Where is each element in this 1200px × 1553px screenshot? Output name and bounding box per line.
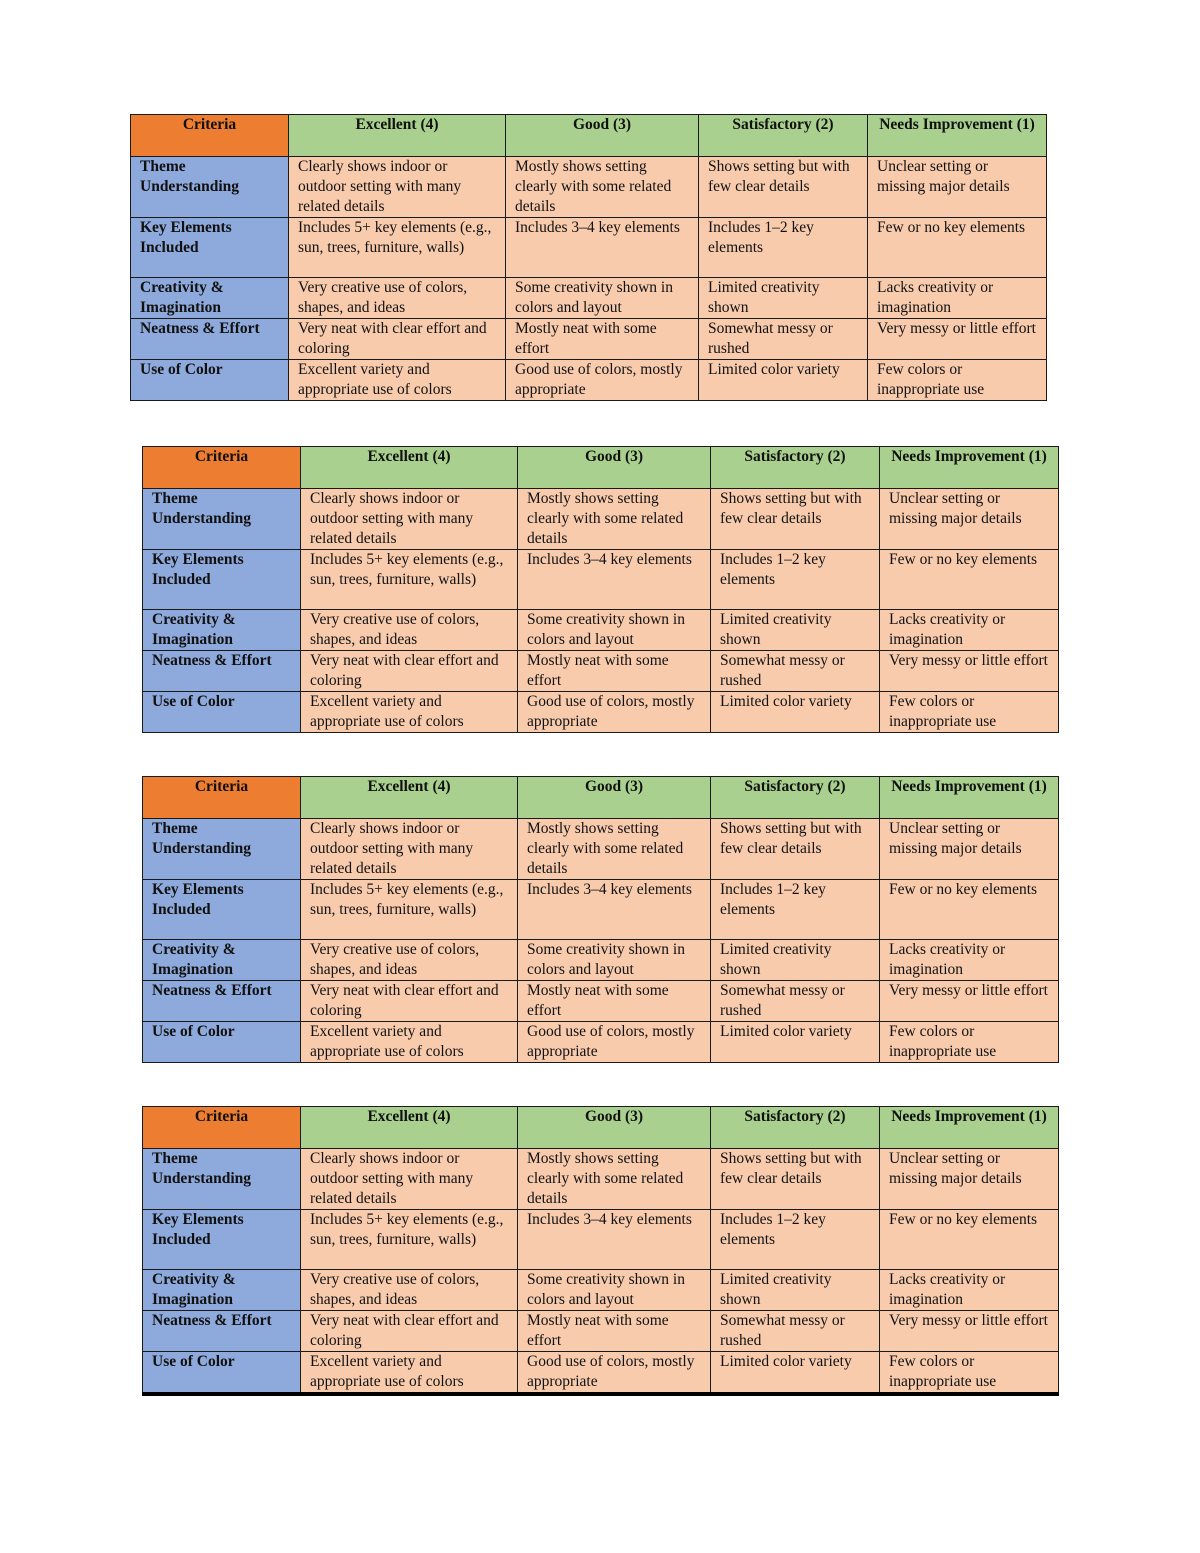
needs-improvement-cell: Unclear setting or missing major details: [880, 489, 1059, 550]
good-cell: Some creativity shown in colors and layout: [518, 610, 711, 651]
excellent-cell: Excellent variety and appropriate use of colors: [301, 692, 518, 733]
satisfactory-cell: Limited color variety: [711, 1352, 880, 1395]
excellent-cell: Very creative use of colors, shapes, and ideas: [301, 1270, 518, 1311]
header-needs-improvement: Needs Improvement (1): [880, 1107, 1059, 1149]
needs-improvement-cell: Few colors or inappropriate use: [880, 1022, 1059, 1063]
criterion-cell: Neatness & Effort: [131, 319, 289, 360]
header-row: [131, 115, 1047, 157]
excellent-cell: Includes 5+ key elements (e.g., sun, trees, furniture, walls): [301, 550, 518, 610]
good-cell: Mostly neat with some effort: [506, 319, 699, 360]
table-row: [143, 489, 1059, 550]
table-row: [143, 1270, 1059, 1311]
criterion-cell: Use of Color: [131, 360, 289, 401]
header-needs-improvement: Needs Improvement (1): [880, 447, 1059, 489]
needs-improvement-cell: Very messy or little effort: [880, 1311, 1059, 1352]
good-cell: Mostly shows setting clearly with some related details: [518, 819, 711, 880]
excellent-cell: Excellent variety and appropriate use of colors: [289, 360, 506, 401]
satisfactory-cell: Limited creativity shown: [711, 610, 880, 651]
excellent-cell: Very neat with clear effort and coloring: [301, 981, 518, 1022]
rubric-table-4: [142, 1106, 1059, 1396]
table-row: [131, 278, 1047, 319]
satisfactory-cell: Includes 1–2 key elements: [711, 880, 880, 940]
criterion-cell: Key Elements Included: [143, 1210, 301, 1270]
header-satisfactory: Satisfactory (2): [711, 1107, 880, 1149]
header-satisfactory: Satisfactory (2): [711, 777, 880, 819]
satisfactory-cell: Includes 1–2 key elements: [711, 1210, 880, 1270]
table-row: [143, 1311, 1059, 1352]
table-row: [131, 157, 1047, 218]
needs-improvement-cell: Few colors or inappropriate use: [880, 692, 1059, 733]
good-cell: Good use of colors, mostly appropriate: [506, 360, 699, 401]
excellent-cell: Excellent variety and appropriate use of colors: [301, 1352, 518, 1395]
satisfactory-cell: Limited creativity shown: [699, 278, 868, 319]
header-good: Good (3): [518, 777, 711, 819]
needs-improvement-cell: Few or no key elements: [880, 550, 1059, 610]
criterion-cell: Key Elements Included: [143, 880, 301, 940]
satisfactory-cell: Somewhat messy or rushed: [711, 1311, 880, 1352]
satisfactory-cell: Shows setting but with few clear details: [711, 819, 880, 880]
good-cell: Some creativity shown in colors and layout: [518, 940, 711, 981]
criterion-cell: Creativity & Imagination: [131, 278, 289, 319]
header-excellent: Excellent (4): [301, 777, 518, 819]
satisfactory-cell: Limited creativity shown: [711, 1270, 880, 1311]
needs-improvement-cell: Few or no key elements: [880, 1210, 1059, 1270]
rubric-table-1: [130, 114, 1047, 401]
criterion-cell: Use of Color: [143, 1352, 301, 1395]
header-good: Good (3): [518, 1107, 711, 1149]
criterion-cell: Theme Understanding: [143, 489, 301, 550]
good-cell: Includes 3–4 key elements: [518, 550, 711, 610]
needs-improvement-cell: Unclear setting or missing major details: [880, 819, 1059, 880]
rubric-table-3: [142, 776, 1059, 1063]
needs-improvement-cell: Very messy or little effort: [868, 319, 1047, 360]
good-cell: Mostly neat with some effort: [518, 981, 711, 1022]
table-row: [143, 1149, 1059, 1210]
header-excellent: Excellent (4): [301, 447, 518, 489]
excellent-cell: Includes 5+ key elements (e.g., sun, trees, furniture, walls): [289, 218, 506, 278]
needs-improvement-cell: Few colors or inappropriate use: [868, 360, 1047, 401]
header-criteria: Criteria: [143, 1107, 301, 1149]
good-cell: Mostly shows setting clearly with some related details: [518, 1149, 711, 1210]
excellent-cell: Clearly shows indoor or outdoor setting with many related details: [301, 819, 518, 880]
excellent-cell: Clearly shows indoor or outdoor setting with many related details: [301, 1149, 518, 1210]
needs-improvement-cell: Few colors or inappropriate use: [880, 1352, 1059, 1395]
header-criteria: Criteria: [143, 447, 301, 489]
excellent-cell: Very neat with clear effort and coloring: [301, 651, 518, 692]
header-excellent: Excellent (4): [289, 115, 506, 157]
good-cell: Includes 3–4 key elements: [518, 880, 711, 940]
criterion-cell: Theme Understanding: [143, 819, 301, 880]
satisfactory-cell: Limited color variety: [711, 1022, 880, 1063]
excellent-cell: Clearly shows indoor or outdoor setting with many related details: [289, 157, 506, 218]
excellent-cell: Very creative use of colors, shapes, and ideas: [289, 278, 506, 319]
needs-improvement-cell: Lacks creativity or imagination: [868, 278, 1047, 319]
criterion-cell: Creativity & Imagination: [143, 610, 301, 651]
needs-improvement-cell: Lacks creativity or imagination: [880, 1270, 1059, 1311]
satisfactory-cell: Limited creativity shown: [711, 940, 880, 981]
table-row: [143, 940, 1059, 981]
table-row: [131, 218, 1047, 278]
needs-improvement-cell: Very messy or little effort: [880, 651, 1059, 692]
criterion-cell: Creativity & Imagination: [143, 940, 301, 981]
satisfactory-cell: Somewhat messy or rushed: [711, 981, 880, 1022]
header-criteria: Criteria: [131, 115, 289, 157]
criterion-cell: Theme Understanding: [131, 157, 289, 218]
satisfactory-cell: Somewhat messy or rushed: [699, 319, 868, 360]
table-row: [143, 1352, 1059, 1395]
satisfactory-cell: Shows setting but with few clear details: [711, 489, 880, 550]
satisfactory-cell: Limited color variety: [711, 692, 880, 733]
table-row: [143, 819, 1059, 880]
criterion-cell: Neatness & Effort: [143, 651, 301, 692]
needs-improvement-cell: Very messy or little effort: [880, 981, 1059, 1022]
excellent-cell: Includes 5+ key elements (e.g., sun, trees, furniture, walls): [301, 880, 518, 940]
satisfactory-cell: Includes 1–2 key elements: [711, 550, 880, 610]
header-needs-improvement: Needs Improvement (1): [868, 115, 1047, 157]
needs-improvement-cell: Lacks creativity or imagination: [880, 940, 1059, 981]
satisfactory-cell: Somewhat messy or rushed: [711, 651, 880, 692]
criterion-cell: Use of Color: [143, 1022, 301, 1063]
needs-improvement-cell: Lacks creativity or imagination: [880, 610, 1059, 651]
criterion-cell: Use of Color: [143, 692, 301, 733]
table-row: [143, 1022, 1059, 1063]
needs-improvement-cell: Unclear setting or missing major details: [868, 157, 1047, 218]
header-excellent: Excellent (4): [301, 1107, 518, 1149]
excellent-cell: Clearly shows indoor or outdoor setting with many related details: [301, 489, 518, 550]
header-satisfactory: Satisfactory (2): [711, 447, 880, 489]
good-cell: Mostly neat with some effort: [518, 651, 711, 692]
needs-improvement-cell: Unclear setting or missing major details: [880, 1149, 1059, 1210]
excellent-cell: Excellent variety and appropriate use of colors: [301, 1022, 518, 1063]
criterion-cell: Creativity & Imagination: [143, 1270, 301, 1311]
header-criteria: Criteria: [143, 777, 301, 819]
excellent-cell: Very neat with clear effort and coloring: [301, 1311, 518, 1352]
excellent-cell: Includes 5+ key elements (e.g., sun, trees, furniture, walls): [301, 1210, 518, 1270]
excellent-cell: Very creative use of colors, shapes, and ideas: [301, 940, 518, 981]
header-row: [143, 447, 1059, 489]
table-row: [143, 550, 1059, 610]
criterion-cell: Neatness & Effort: [143, 981, 301, 1022]
header-row: [143, 777, 1059, 819]
good-cell: Some creativity shown in colors and layout: [506, 278, 699, 319]
good-cell: Includes 3–4 key elements: [518, 1210, 711, 1270]
needs-improvement-cell: Few or no key elements: [880, 880, 1059, 940]
table-row: [131, 319, 1047, 360]
header-good: Good (3): [518, 447, 711, 489]
good-cell: Good use of colors, mostly appropriate: [518, 1352, 711, 1395]
table-row: [143, 692, 1059, 733]
good-cell: Mostly shows setting clearly with some related details: [518, 489, 711, 550]
table-row: [143, 651, 1059, 692]
table-row: [143, 880, 1059, 940]
criterion-cell: Neatness & Effort: [143, 1311, 301, 1352]
table-row: [143, 1210, 1059, 1270]
excellent-cell: Very neat with clear effort and coloring: [289, 319, 506, 360]
good-cell: Includes 3–4 key elements: [506, 218, 699, 278]
header-needs-improvement: Needs Improvement (1): [880, 777, 1059, 819]
excellent-cell: Very creative use of colors, shapes, and ideas: [301, 610, 518, 651]
criterion-cell: Theme Understanding: [143, 1149, 301, 1210]
good-cell: Mostly neat with some effort: [518, 1311, 711, 1352]
good-cell: Good use of colors, mostly appropriate: [518, 692, 711, 733]
header-satisfactory: Satisfactory (2): [699, 115, 868, 157]
table-row: [131, 360, 1047, 401]
table-row: [143, 981, 1059, 1022]
good-cell: Some creativity shown in colors and layout: [518, 1270, 711, 1311]
good-cell: Mostly shows setting clearly with some related details: [506, 157, 699, 218]
criterion-cell: Key Elements Included: [143, 550, 301, 610]
satisfactory-cell: Limited color variety: [699, 360, 868, 401]
satisfactory-cell: Shows setting but with few clear details: [699, 157, 868, 218]
rubric-table-2: [142, 446, 1059, 733]
header-good: Good (3): [506, 115, 699, 157]
satisfactory-cell: Shows setting but with few clear details: [711, 1149, 880, 1210]
needs-improvement-cell: Few or no key elements: [868, 218, 1047, 278]
satisfactory-cell: Includes 1–2 key elements: [699, 218, 868, 278]
table-row: [143, 610, 1059, 651]
header-row: [143, 1107, 1059, 1149]
good-cell: Good use of colors, mostly appropriate: [518, 1022, 711, 1063]
criterion-cell: Key Elements Included: [131, 218, 289, 278]
